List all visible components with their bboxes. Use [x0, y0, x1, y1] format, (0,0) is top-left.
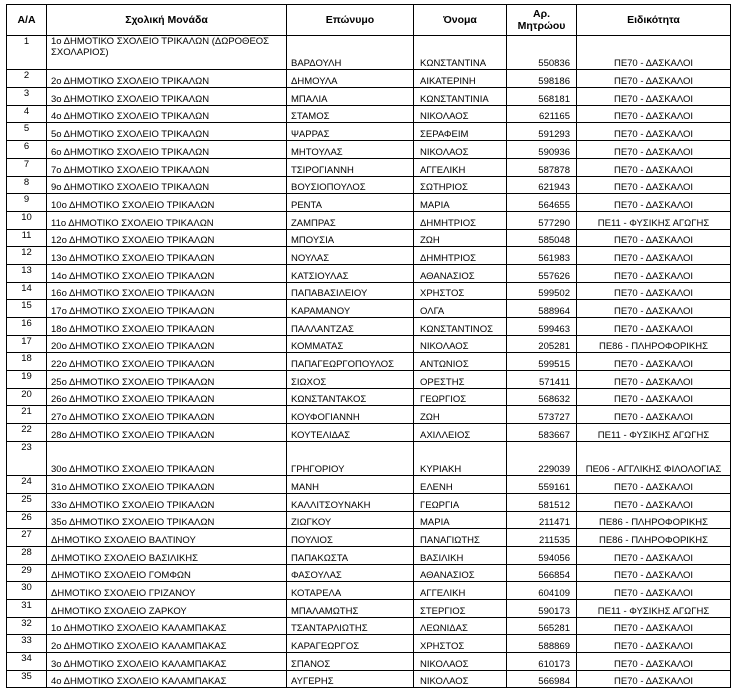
header-school: Σχολική Μονάδα [47, 5, 287, 36]
cell-firstname: ΔΗΜΗΤΡΙΟΣ [414, 247, 507, 265]
cell-lastname: ΣΤΑΜΟΣ [287, 105, 414, 123]
cell-school: 9ο ΔΗΜΟΤΙΚΟ ΣΧΟΛΕΙΟ ΤΡΙΚΑΛΩΝ [47, 176, 287, 194]
cell-am: 621165 [507, 105, 577, 123]
table-row [7, 476, 731, 494]
cell-am: 587878 [507, 158, 577, 176]
cell-aa: 29 [7, 564, 47, 582]
table-row [7, 582, 731, 600]
cell-school: 1ο ΔΗΜΟΤΙΚΟ ΣΧΟΛΕΙΟ ΚΑΛΑΜΠΑΚΑΣ [47, 617, 287, 635]
cell-lastname: ΨΑΡΡΑΣ [287, 123, 414, 141]
cell-aa: 3 [7, 88, 47, 106]
cell-lastname: ΠΑΠΑΓΕΩΡΓΟΠΟΥΛΟΣ [287, 353, 414, 371]
cell-school: 20ο ΔΗΜΟΤΙΚΟ ΣΧΟΛΕΙΟ ΤΡΙΚΑΛΩΝ [47, 335, 287, 353]
cell-lastname: ΚΑΡΑΜΑΝΟΥ [287, 300, 414, 318]
cell-am: 604109 [507, 582, 577, 600]
cell-school: 30ο ΔΗΜΟΤΙΚΟ ΣΧΟΛΕΙΟ ΤΡΙΚΑΛΩΝ [47, 441, 287, 475]
table-row [7, 388, 731, 406]
cell-lastname: ΚΑΛΛΙΤΣΟΥΝΑΚΗ [287, 493, 414, 511]
cell-school: 7ο ΔΗΜΟΤΙΚΟ ΣΧΟΛΕΙΟ ΤΡΙΚΑΛΩΝ [47, 158, 287, 176]
cell-am: 550836 [507, 36, 577, 70]
cell-specialty: ΠΕ70 - ΔΑΣΚΑΛΟΙ [577, 176, 731, 194]
cell-am: 565281 [507, 617, 577, 635]
cell-am: 211535 [507, 529, 577, 547]
table-row [7, 617, 731, 635]
cell-aa: 35 [7, 670, 47, 688]
cell-am: 566984 [507, 670, 577, 688]
cell-firstname: ΣΤΕΡΓΙΟΣ [414, 600, 507, 618]
table-row [7, 529, 731, 547]
cell-am: 599515 [507, 353, 577, 371]
table-row [7, 88, 731, 106]
cell-school: 3ο ΔΗΜΟΤΙΚΟ ΣΧΟΛΕΙΟ ΚΑΛΑΜΠΑΚΑΣ [47, 653, 287, 671]
cell-am: 591293 [507, 123, 577, 141]
table-row [7, 635, 731, 653]
cell-lastname: ΣΙΩΧΟΣ [287, 371, 414, 389]
cell-lastname: ΠΑΛΛΑΝΤΖΑΣ [287, 318, 414, 336]
cell-school: 35ο ΔΗΜΟΤΙΚΟ ΣΧΟΛΕΙΟ ΤΡΙΚΑΛΩΝ [47, 511, 287, 529]
cell-specialty: ΠΕ70 - ΔΑΣΚΑΛΟΙ [577, 141, 731, 159]
cell-specialty: ΠΕ70 - ΔΑΣΚΑΛΟΙ [577, 247, 731, 265]
cell-firstname: ΧΡΗΣΤΟΣ [414, 282, 507, 300]
cell-aa: 12 [7, 247, 47, 265]
cell-aa: 25 [7, 493, 47, 511]
cell-lastname: ΚΑΤΣΙΟΥΛΑΣ [287, 264, 414, 282]
cell-specialty: ΠΕ70 - ΔΑΣΚΑΛΟΙ [577, 406, 731, 424]
cell-firstname: ΑΘΑΝΑΣΙΟΣ [414, 564, 507, 582]
cell-school: 2ο ΔΗΜΟΤΙΚΟ ΣΧΟΛΕΙΟ ΤΡΙΚΑΛΩΝ [47, 70, 287, 88]
cell-firstname: ΝΙΚΟΛΑΟΣ [414, 653, 507, 671]
table-body [7, 36, 731, 688]
cell-aa: 1 [7, 36, 47, 70]
cell-specialty: ΠΕ70 - ΔΑΣΚΑΛΟΙ [577, 318, 731, 336]
cell-firstname: ΝΙΚΟΛΑΟΣ [414, 105, 507, 123]
cell-lastname: ΜΠΟΥΣΙΑ [287, 229, 414, 247]
cell-school: 5ο ΔΗΜΟΤΙΚΟ ΣΧΟΛΕΙΟ ΤΡΙΚΑΛΩΝ [47, 123, 287, 141]
cell-firstname: ΜΑΡΙΑ [414, 511, 507, 529]
cell-aa: 6 [7, 141, 47, 159]
cell-specialty: ΠΕ70 - ΔΑΣΚΑΛΟΙ [577, 388, 731, 406]
table-row [7, 564, 731, 582]
table-header-row [7, 5, 731, 36]
cell-am: 621943 [507, 176, 577, 194]
cell-lastname: ΖΑΜΠΡΑΣ [287, 211, 414, 229]
cell-firstname: ΑΘΑΝΑΣΙΟΣ [414, 264, 507, 282]
cell-aa: 15 [7, 300, 47, 318]
cell-specialty: ΠΕ70 - ΔΑΣΚΑΛΟΙ [577, 546, 731, 564]
cell-specialty: ΠΕ70 - ΔΑΣΚΑΛΟΙ [577, 493, 731, 511]
cell-specialty: ΠΕ70 - ΔΑΣΚΑΛΟΙ [577, 229, 731, 247]
cell-firstname: ΑΓΓΕΛΙΚΗ [414, 582, 507, 600]
cell-specialty: ΠΕ86 - ΠΛΗΡΟΦΟΡΙΚΗΣ [577, 529, 731, 547]
cell-lastname: ΑΥΓΕΡΗΣ [287, 670, 414, 688]
cell-am: 559161 [507, 476, 577, 494]
cell-firstname: ΝΙΚΟΛΑΟΣ [414, 670, 507, 688]
cell-school: 22ο ΔΗΜΟΤΙΚΟ ΣΧΟΛΕΙΟ ΤΡΙΚΑΛΩΝ [47, 353, 287, 371]
cell-aa: 17 [7, 335, 47, 353]
table-row [7, 546, 731, 564]
cell-specialty: ΠΕ70 - ΔΑΣΚΑΛΟΙ [577, 282, 731, 300]
header-firstname: Όνομα [414, 5, 507, 36]
cell-specialty: ΠΕ70 - ΔΑΣΚΑΛΟΙ [577, 582, 731, 600]
cell-school: 28ο ΔΗΜΟΤΙΚΟ ΣΧΟΛΕΙΟ ΤΡΙΚΑΛΩΝ [47, 424, 287, 442]
cell-school: 16ο ΔΗΜΟΤΙΚΟ ΣΧΟΛΕΙΟ ΤΡΙΚΑΛΩΝ [47, 282, 287, 300]
cell-aa: 18 [7, 353, 47, 371]
cell-specialty: ΠΕ70 - ΔΑΣΚΑΛΟΙ [577, 476, 731, 494]
cell-aa: 7 [7, 158, 47, 176]
cell-firstname: ΓΕΩΡΓΙΟΣ [414, 388, 507, 406]
cell-firstname: ΧΡΗΣΤΟΣ [414, 635, 507, 653]
cell-specialty: ΠΕ70 - ΔΑΣΚΑΛΟΙ [577, 653, 731, 671]
table-row [7, 371, 731, 389]
cell-lastname: ΒΑΡΔΟΥΛΗ [287, 36, 414, 70]
cell-firstname: ΛΕΩΝΙΔΑΣ [414, 617, 507, 635]
table-row [7, 158, 731, 176]
header-am [507, 5, 577, 36]
cell-am: 610173 [507, 653, 577, 671]
cell-aa: 26 [7, 511, 47, 529]
cell-am: 561983 [507, 247, 577, 265]
cell-specialty: ΠΕ06 - ΑΓΓΛΙΚΗΣ ΦΙΛΟΛΟΓΙΑΣ [577, 441, 731, 475]
cell-aa: 19 [7, 371, 47, 389]
cell-specialty: ΠΕ70 - ΔΑΣΚΑΛΟΙ [577, 36, 731, 70]
cell-aa: 13 [7, 264, 47, 282]
cell-lastname: ΝΟΥΛΑΣ [287, 247, 414, 265]
cell-am: 599463 [507, 318, 577, 336]
cell-am: 205281 [507, 335, 577, 353]
cell-lastname: ΦΑΣΟΥΛΑΣ [287, 564, 414, 582]
table-row [7, 264, 731, 282]
cell-aa: 2 [7, 70, 47, 88]
cell-firstname: ΚΥΡΙΑΚΗ [414, 441, 507, 475]
cell-school: ΔΗΜΟΤΙΚΟ ΣΧΟΛΕΙΟ ΓΟΜΦΩΝ [47, 564, 287, 582]
table-row [7, 670, 731, 688]
cell-am: 588869 [507, 635, 577, 653]
cell-aa: 20 [7, 388, 47, 406]
cell-aa: 16 [7, 318, 47, 336]
table-row [7, 36, 731, 70]
cell-firstname: ΟΡΕΣΤΗΣ [414, 371, 507, 389]
cell-firstname: ΑΙΚΑΤΕΡΙΝΗ [414, 70, 507, 88]
cell-firstname: ΒΑΣΙΛΙΚΗ [414, 546, 507, 564]
table-row [7, 318, 731, 336]
cell-school: 3ο ΔΗΜΟΤΙΚΟ ΣΧΟΛΕΙΟ ΤΡΙΚΑΛΩΝ [47, 88, 287, 106]
teachers-table [6, 4, 731, 688]
cell-firstname: ΚΩΝΣΤΑΝΤΙΝΙΑ [414, 88, 507, 106]
table-row [7, 511, 731, 529]
cell-am: 571411 [507, 371, 577, 389]
cell-am: 557626 [507, 264, 577, 282]
cell-specialty: ΠΕ86 - ΠΛΗΡΟΦΟΡΙΚΗΣ [577, 335, 731, 353]
cell-aa: 14 [7, 282, 47, 300]
table-row [7, 105, 731, 123]
table-row [7, 335, 731, 353]
cell-school: 4ο ΔΗΜΟΤΙΚΟ ΣΧΟΛΕΙΟ ΚΑΛΑΜΠΑΚΑΣ [47, 670, 287, 688]
cell-school: 4ο ΔΗΜΟΤΙΚΟ ΣΧΟΛΕΙΟ ΤΡΙΚΑΛΩΝ [47, 105, 287, 123]
cell-lastname: ΓΡΗΓΟΡΙΟΥ [287, 441, 414, 475]
cell-school: 14ο ΔΗΜΟΤΙΚΟ ΣΧΟΛΕΙΟ ΤΡΙΚΑΛΩΝ [47, 264, 287, 282]
cell-am: 568632 [507, 388, 577, 406]
cell-am: 598186 [507, 70, 577, 88]
cell-firstname: ΣΩΤΗΡΙΟΣ [414, 176, 507, 194]
cell-lastname: ΜΗΤΟΥΛΑΣ [287, 141, 414, 159]
cell-school: ΔΗΜΟΤΙΚΟ ΣΧΟΛΕΙΟ ΒΑΛΤΙΝΟΥ [47, 529, 287, 547]
cell-school: 10ο ΔΗΜΟΤΙΚΟ ΣΧΟΛΕΙΟ ΤΡΙΚΑΛΩΝ [47, 194, 287, 212]
cell-school: 26ο ΔΗΜΟΤΙΚΟ ΣΧΟΛΕΙΟ ΤΡΙΚΑΛΩΝ [47, 388, 287, 406]
cell-lastname: ΚΩΝΣΤΑΝΤΑΚΟΣ [287, 388, 414, 406]
cell-specialty: ΠΕ70 - ΔΑΣΚΑΛΟΙ [577, 70, 731, 88]
table-row [7, 653, 731, 671]
cell-school: 25ο ΔΗΜΟΤΙΚΟ ΣΧΟΛΕΙΟ ΤΡΙΚΑΛΩΝ [47, 371, 287, 389]
cell-aa: 10 [7, 211, 47, 229]
header-aa: Α/Α [7, 5, 47, 36]
table-row [7, 282, 731, 300]
cell-firstname: ΑΓΓΕΛΙΚΗ [414, 158, 507, 176]
cell-aa: 31 [7, 600, 47, 618]
cell-aa: 22 [7, 424, 47, 442]
cell-specialty: ΠΕ70 - ΔΑΣΚΑΛΟΙ [577, 300, 731, 318]
cell-specialty: ΠΕ70 - ΔΑΣΚΑΛΟΙ [577, 123, 731, 141]
cell-lastname: ΔΗΜΟΥΛΑ [287, 70, 414, 88]
cell-lastname: ΡΕΝΤΑ [287, 194, 414, 212]
cell-am: 564655 [507, 194, 577, 212]
cell-specialty: ΠΕ70 - ΔΑΣΚΑΛΟΙ [577, 635, 731, 653]
cell-aa: 34 [7, 653, 47, 671]
cell-specialty: ΠΕ70 - ΔΑΣΚΑΛΟΙ [577, 670, 731, 688]
cell-firstname: ΚΩΝΣΤΑΝΤΙΝΑ [414, 36, 507, 70]
table-row [7, 141, 731, 159]
cell-specialty: ΠΕ70 - ΔΑΣΚΑΛΟΙ [577, 105, 731, 123]
cell-specialty: ΠΕ70 - ΔΑΣΚΑΛΟΙ [577, 264, 731, 282]
cell-school: 11ο ΔΗΜΟΤΙΚΟ ΣΧΟΛΕΙΟ ΤΡΙΚΑΛΩΝ [47, 211, 287, 229]
cell-am: 590936 [507, 141, 577, 159]
cell-lastname: ΤΣΙΡΟΓΙΑΝΝΗ [287, 158, 414, 176]
table-row [7, 70, 731, 88]
cell-aa: 24 [7, 476, 47, 494]
cell-firstname: ΓΕΩΡΓΙΑ [414, 493, 507, 511]
table-row [7, 353, 731, 371]
cell-lastname: ΤΣΑΝΤΑΡΛΙΩΤΗΣ [287, 617, 414, 635]
cell-lastname: ΣΠΑΝΟΣ [287, 653, 414, 671]
cell-specialty: ΠΕ11 - ΦΥΣΙΚΗΣ ΑΓΩΓΗΣ [577, 600, 731, 618]
table-row [7, 441, 731, 475]
cell-lastname: ΚΑΡΑΓΕΩΡΓΟΣ [287, 635, 414, 653]
cell-firstname: ΜΑΡΙΑ [414, 194, 507, 212]
cell-firstname: ΝΙΚΟΛΑΟΣ [414, 141, 507, 159]
cell-am: 566854 [507, 564, 577, 582]
cell-school: 13ο ΔΗΜΟΤΙΚΟ ΣΧΟΛΕΙΟ ΤΡΙΚΑΛΩΝ [47, 247, 287, 265]
cell-am: 583667 [507, 424, 577, 442]
cell-aa: 11 [7, 229, 47, 247]
cell-school: 1ο ΔΗΜΟΤΙΚΟ ΣΧΟΛΕΙΟ ΤΡΙΚΑΛΩΝ (ΔΩΡΟΘΕΟΣ ΣΧΟΛΑΡΙΟΣ) [47, 36, 287, 70]
cell-firstname: ΚΩΝΣΤΑΝΤΙΝΟΣ [414, 318, 507, 336]
cell-firstname: ΝΙΚΟΛΑΟΣ [414, 335, 507, 353]
cell-specialty: ΠΕ11 - ΦΥΣΙΚΗΣ ΑΓΩΓΗΣ [577, 211, 731, 229]
cell-lastname: ΚΟΜΜΑΤΑΣ [287, 335, 414, 353]
cell-am: 573727 [507, 406, 577, 424]
cell-lastname: ΜΑΝΗ [287, 476, 414, 494]
cell-school: 2ο ΔΗΜΟΤΙΚΟ ΣΧΟΛΕΙΟ ΚΑΛΑΜΠΑΚΑΣ [47, 635, 287, 653]
cell-specialty: ΠΕ11 - ΦΥΣΙΚΗΣ ΑΓΩΓΗΣ [577, 424, 731, 442]
cell-school: ΔΗΜΟΤΙΚΟ ΣΧΟΛΕΙΟ ΒΑΣΙΛΙΚΗΣ [47, 546, 287, 564]
cell-firstname: ΕΛΕΝΗ [414, 476, 507, 494]
cell-firstname: ΖΩΗ [414, 406, 507, 424]
cell-aa: 30 [7, 582, 47, 600]
cell-lastname: ΖΙΩΓΚΟΥ [287, 511, 414, 529]
cell-specialty: ΠΕ70 - ΔΑΣΚΑΛΟΙ [577, 371, 731, 389]
table-row [7, 229, 731, 247]
cell-firstname: ΑΝΤΩΝΙΟΣ [414, 353, 507, 371]
cell-lastname: ΜΠΑΛΙΑ [287, 88, 414, 106]
cell-lastname: ΠΑΠΑΒΑΣΙΛΕΙΟΥ [287, 282, 414, 300]
cell-aa: 32 [7, 617, 47, 635]
cell-aa: 27 [7, 529, 47, 547]
cell-am: 588964 [507, 300, 577, 318]
cell-lastname: ΠΟΥΛΙΟΣ [287, 529, 414, 547]
table-row [7, 300, 731, 318]
table-row [7, 493, 731, 511]
header-am-text: Αρ. Μητρώου [517, 8, 566, 32]
cell-school: 31ο ΔΗΜΟΤΙΚΟ ΣΧΟΛΕΙΟ ΤΡΙΚΑΛΩΝ [47, 476, 287, 494]
cell-school: 17ο ΔΗΜΟΤΙΚΟ ΣΧΟΛΕΙΟ ΤΡΙΚΑΛΩΝ [47, 300, 287, 318]
cell-school: ΔΗΜΟΤΙΚΟ ΣΧΟΛΕΙΟ ΓΡΙΖΑΝΟΥ [47, 582, 287, 600]
cell-am: 211471 [507, 511, 577, 529]
header-lastname: Επώνυμο [287, 5, 414, 36]
cell-specialty: ΠΕ86 - ΠΛΗΡΟΦΟΡΙΚΗΣ [577, 511, 731, 529]
cell-firstname: ΖΩΗ [414, 229, 507, 247]
cell-school: 33ο ΔΗΜΟΤΙΚΟ ΣΧΟΛΕΙΟ ΤΡΙΚΑΛΩΝ [47, 493, 287, 511]
cell-aa: 4 [7, 105, 47, 123]
cell-aa: 8 [7, 176, 47, 194]
cell-am: 585048 [507, 229, 577, 247]
table-row [7, 176, 731, 194]
header-specialty: Ειδικότητα [577, 5, 731, 36]
cell-lastname: ΚΟΥΦΟΓΙΑΝΝΗ [287, 406, 414, 424]
cell-school: 12ο ΔΗΜΟΤΙΚΟ ΣΧΟΛΕΙΟ ΤΡΙΚΑΛΩΝ [47, 229, 287, 247]
cell-specialty: ΠΕ70 - ΔΑΣΚΑΛΟΙ [577, 617, 731, 635]
cell-firstname: ΑΧΙΛΛΕΙΟΣ [414, 424, 507, 442]
cell-aa: 23 [7, 441, 47, 475]
cell-firstname: ΔΗΜΗΤΡΙΟΣ [414, 211, 507, 229]
cell-aa: 5 [7, 123, 47, 141]
cell-am: 581512 [507, 493, 577, 511]
cell-specialty: ΠΕ70 - ΔΑΣΚΑΛΟΙ [577, 158, 731, 176]
table-row [7, 600, 731, 618]
table-row [7, 211, 731, 229]
cell-lastname: ΚΟΤΑΡΕΛΑ [287, 582, 414, 600]
cell-school: 27ο ΔΗΜΟΤΙΚΟ ΣΧΟΛΕΙΟ ΤΡΙΚΑΛΩΝ [47, 406, 287, 424]
cell-specialty: ΠΕ70 - ΔΑΣΚΑΛΟΙ [577, 564, 731, 582]
cell-firstname: ΣΕΡΑΦΕΙΜ [414, 123, 507, 141]
table-row [7, 424, 731, 442]
cell-firstname: ΟΛΓΑ [414, 300, 507, 318]
table-row [7, 406, 731, 424]
cell-school: ΔΗΜΟΤΙΚΟ ΣΧΟΛΕΙΟ ΖΑΡΚΟΥ [47, 600, 287, 618]
cell-specialty: ΠΕ70 - ΔΑΣΚΑΛΟΙ [577, 194, 731, 212]
cell-am: 577290 [507, 211, 577, 229]
cell-lastname: ΒΟΥΣΙΟΠΟΥΛΟΣ [287, 176, 414, 194]
cell-lastname: ΚΟΥΤΕΛΙΔΑΣ [287, 424, 414, 442]
cell-am: 590173 [507, 600, 577, 618]
table-row [7, 194, 731, 212]
cell-specialty: ΠΕ70 - ΔΑΣΚΑΛΟΙ [577, 353, 731, 371]
cell-firstname: ΠΑΝΑΓΙΩΤΗΣ [414, 529, 507, 547]
cell-specialty: ΠΕ70 - ΔΑΣΚΑΛΟΙ [577, 88, 731, 106]
cell-lastname: ΠΑΠΑΚΩΣΤΑ [287, 546, 414, 564]
cell-lastname: ΜΠΑΛΑΜΩΤΗΣ [287, 600, 414, 618]
cell-school: 18ο ΔΗΜΟΤΙΚΟ ΣΧΟΛΕΙΟ ΤΡΙΚΑΛΩΝ [47, 318, 287, 336]
cell-school: 6ο ΔΗΜΟΤΙΚΟ ΣΧΟΛΕΙΟ ΤΡΙΚΑΛΩΝ [47, 141, 287, 159]
table-row [7, 123, 731, 141]
cell-am: 229039 [507, 441, 577, 475]
cell-aa: 21 [7, 406, 47, 424]
cell-aa: 9 [7, 194, 47, 212]
table-row [7, 247, 731, 265]
cell-am: 568181 [507, 88, 577, 106]
cell-aa: 33 [7, 635, 47, 653]
cell-aa: 28 [7, 546, 47, 564]
cell-am: 594056 [507, 546, 577, 564]
cell-am: 599502 [507, 282, 577, 300]
